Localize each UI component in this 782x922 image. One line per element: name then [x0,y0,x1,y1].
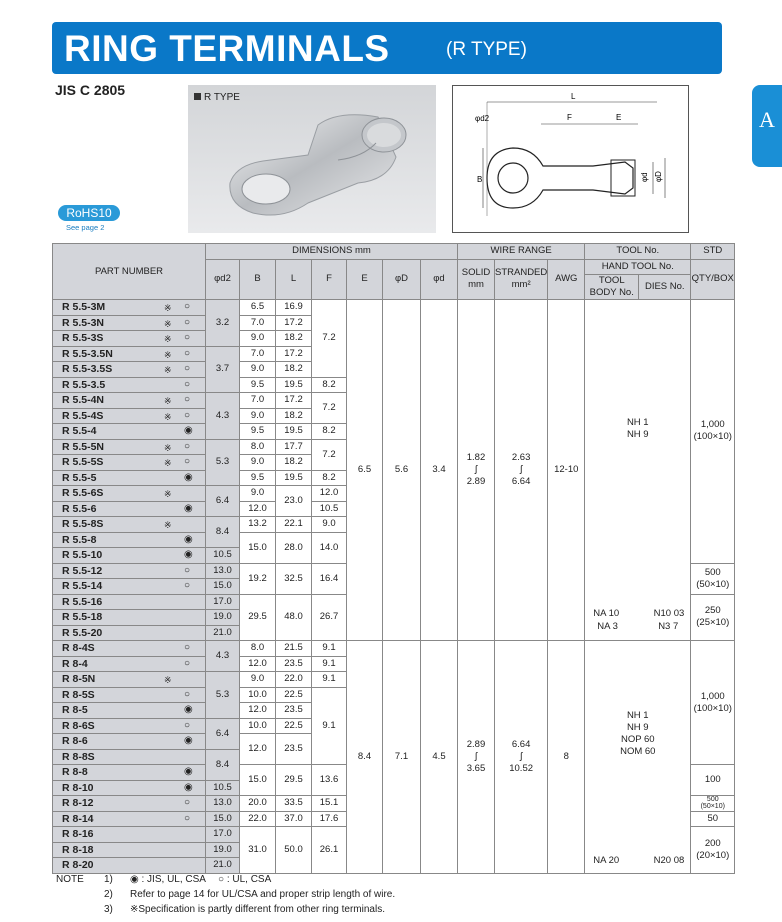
phiD-cell-group1: 5.6 [383,300,421,641]
part-number-cell [53,811,206,827]
cert-mark-icon: ○ [184,409,191,421]
part-number: R 5.5-14 [62,580,103,593]
b-cell: 9.5 [240,424,276,440]
header-phid: φd [421,259,458,300]
phid2-cell: 10.5 [206,780,240,796]
part-number: R 8-6S [62,719,95,732]
cert-mark-icon: ◉ [184,781,193,793]
l-cell: 17.2 [276,315,312,331]
part-number-cell [53,656,206,672]
header-b: B [240,259,276,300]
l-cell: 18.2 [276,331,312,347]
stranded-cell-group1: 2.63 ∫ 6.64 [495,300,548,641]
cert-mark-icon: ◉ [184,533,193,545]
cert-mark-icon: ○ [184,332,191,343]
l-cell: 19.5 [276,377,312,393]
stranded-cell-group2: 6.64 ∫ 10.52 [495,641,548,874]
b-cell: 10.0 [240,718,276,734]
part-number: R 5.5-10 [62,549,103,562]
b-cell: 8.0 [240,439,276,455]
f-cell: 7.2 [312,300,347,378]
f-cell: 26.1 [312,827,347,874]
header-qty-box: QTY/BOX [691,259,735,300]
phid2-cell: 21.0 [206,858,240,874]
part-number-cell [53,455,206,471]
dim-phiD-label: φD [654,171,663,182]
f-cell: 8.2 [312,377,347,393]
part-number: R 8-10 [62,781,94,794]
header-solid-label: SOLID [461,267,491,279]
part-number-cell [53,610,206,626]
l-cell: 32.5 [276,563,312,594]
qty-cell-group2e: 200 (20×10) [691,827,735,874]
l-cell: 17.2 [276,346,312,362]
header-stranded [495,259,548,300]
page-subtitle: (R TYPE) [446,39,527,60]
part-number: R 5.5-4 [62,425,97,438]
b-cell: 9.0 [240,672,276,688]
part-number: R 8-4 [62,657,88,670]
part-number-cell [53,703,206,719]
cert-mark-icon: ○ [184,812,191,824]
qty-cell-group2c: 500 (50×10) [691,796,735,812]
l-cell: 23.0 [276,486,312,517]
spec-note-mark: ※ [164,411,172,422]
phid2-cell: 15.0 [206,811,240,827]
cert-mark-icon: ○ [184,688,191,700]
header-phid2: φd2 [206,259,240,300]
part-number-cell [53,672,206,688]
part-number: R 8-18 [62,843,94,856]
part-number-cell [53,315,206,331]
qty-cell-group1c: 250 (25×10) [691,594,735,641]
cert-mark-icon: ◉ [184,549,193,560]
phiD-cell-group2: 7.1 [383,641,421,874]
table-row [53,641,735,657]
cert-mark-icon: ○ [184,456,191,467]
phid2-cell: 3.7 [206,346,240,393]
part-number: R 5.5-3M [62,301,106,314]
part-number-cell [53,718,206,734]
dim-B-label: B [477,175,483,184]
part-number: R 5.5-5N [62,440,105,453]
product-photo [188,85,436,233]
spec-note-mark: ※ [164,318,172,329]
b-cell: 8.0 [240,641,276,657]
l-cell: 22.5 [276,687,312,703]
l-cell: 50.0 [276,827,312,874]
cert-mark-icon: ◉ [184,735,193,746]
part-number-cell [53,331,206,347]
part-number: R 5.5-5 [62,471,97,484]
cert-mark-icon: ◉ [184,766,193,777]
spec-note-mark: ※ [164,458,172,468]
b-cell: 15.0 [240,765,276,796]
cert-mark-icon: ○ [184,363,191,374]
note-3-number: 3) [104,904,113,915]
l-cell: 18.2 [276,362,312,378]
header-awg: AWG [548,259,585,300]
b-cell: 9.0 [240,455,276,471]
part-number-cell [53,439,206,455]
part-number: R 8-5N [62,673,96,686]
spec-table [52,243,735,874]
note-3-text: ※Specification is partly different from other ring terminals. [130,904,385,915]
section-tab-label: A [759,107,775,132]
part-number-cell [53,858,206,874]
b-cell: 12.0 [240,734,276,765]
f-cell: 14.0 [312,532,347,563]
rohs-badge: RoHS10 [58,205,120,221]
b-cell: 12.0 [240,656,276,672]
part-number: R 5.5-3S [62,332,104,345]
l-cell: 17.7 [276,439,312,455]
l-cell: 21.5 [276,641,312,657]
b-cell: 9.0 [240,331,276,347]
b-cell: 9.5 [240,470,276,486]
b-cell: 13.2 [240,517,276,533]
part-number-cell [53,749,206,765]
cert-mark-icon: ○ [184,657,191,669]
header-wire-range: WIRE RANGE [458,244,585,260]
phid2-cell: 17.0 [206,594,240,610]
header-tool-body: TOOL BODY No. [585,275,639,300]
phid2-cell: 4.3 [206,393,240,440]
phid2-cell: 19.0 [206,610,240,626]
spec-note-mark: ※ [164,489,172,499]
note-2-text: Refer to page 14 for UL/CSA and proper strip length of wire. [130,889,396,900]
part-number-cell [53,625,206,641]
awg-cell-group1: 12-10 [548,300,585,641]
f-cell: 17.6 [312,811,347,827]
page-title: RING TERMINALS [64,28,390,69]
solid-cell-group2: 2.89 ∫ 3.65 [458,641,495,874]
phid-cell-group1: 3.4 [421,300,458,641]
part-number-cell [53,765,206,781]
qty-cell-group1: 1,000 (100×10) [691,300,735,564]
part-number-cell [53,594,206,610]
note-1-jis: ◉ : JIS, UL, CSA [130,874,206,885]
part-number-cell [53,532,206,548]
part-number-cell [53,734,206,750]
b-cell: 9.0 [240,408,276,424]
part-number-cell [53,501,206,517]
cert-mark-icon: ○ [184,580,191,591]
part-number: R 5.5-12 [62,564,103,577]
part-number: R 5.5-16 [62,595,103,608]
part-number: R 8-8 [62,766,88,779]
l-cell: 19.5 [276,424,312,440]
spec-note-mark: ※ [164,675,172,685]
part-number: R 5.5-18 [62,611,103,624]
spec-note-mark: ※ [164,365,172,375]
part-number: R 8-5S [62,688,95,701]
b-cell: 19.2 [240,563,276,594]
b-cell: 7.0 [240,346,276,362]
phid2-cell: 5.3 [206,439,240,486]
part-number: R 5.5-6S [62,487,104,500]
l-cell: 22.5 [276,718,312,734]
f-cell: 12.0 [312,486,347,502]
b-cell: 9.0 [240,486,276,502]
cert-mark-icon: ○ [184,797,191,808]
l-cell: 17.2 [276,393,312,409]
header-f: F [312,259,347,300]
part-number: R 5.5-3.5S [62,363,113,376]
see-page-link[interactable]: See page 2 [66,223,105,232]
b-cell: 7.0 [240,393,276,409]
dimension-drawing [452,85,689,233]
part-number-cell [53,563,206,579]
cert-mark-icon: ○ [184,642,191,653]
part-number: R 5.5-3N [62,316,105,329]
part-number-cell [53,470,206,486]
part-number-cell [53,486,206,502]
l-cell: 23.5 [276,656,312,672]
header-e: E [347,259,383,300]
terminal-outline-drawing [453,86,690,234]
dim-phid-label: φd [640,172,649,182]
header-l: L [276,259,312,300]
b-cell: 7.0 [240,315,276,331]
f-cell: 8.2 [312,424,347,440]
tool-cell-group1: NH 1 NH 9 NA 10 N10 03 NA 3 N3 7 [585,300,691,641]
l-cell: 19.5 [276,470,312,486]
section-tab[interactable] [752,85,782,167]
phid2-cell: 6.4 [206,718,240,749]
header-std: STD [691,244,735,260]
table-row [53,300,735,316]
phid2-cell: 6.4 [206,486,240,517]
header-solid-unit: mm [468,279,484,291]
part-number: R 5.5-8 [62,533,97,546]
awg-cell-group2: 8 [548,641,585,874]
cert-mark-icon: ○ [184,316,191,328]
b-cell: 6.5 [240,300,276,316]
notes-label: NOTE [56,874,84,885]
title-bar [52,22,722,74]
dim-E-label: E [616,113,622,122]
b-cell: 15.0 [240,532,276,563]
header-dimensions: DIMENSIONS mm [206,244,458,260]
b-cell: 9.0 [240,362,276,378]
phid2-cell: 17.0 [206,827,240,843]
header-dies: DIES No. [639,275,691,300]
part-number: R 8-20 [62,859,94,872]
part-number: R 5.5-4N [62,394,105,407]
part-number: R 5.5-6 [62,502,97,515]
spec-note-mark: ※ [164,334,172,344]
part-number: R 5.5-3.5 [62,378,106,391]
note-2-number: 2) [104,889,113,900]
f-cell: 9.0 [312,517,347,533]
dim-L-label: L [571,92,576,101]
e-cell-group1: 6.5 [347,300,383,641]
part-number: R 5.5-4S [62,409,104,422]
header-stranded-unit: mm² [511,279,531,291]
phid2-cell: 13.0 [206,563,240,579]
qty-cell-group2d: 50 [691,811,735,827]
part-number: R 5.5-8S [62,518,104,531]
b-cell: 22.0 [240,811,276,827]
b-cell: 10.0 [240,687,276,703]
qty-cell-group2b: 100 [691,765,735,796]
cert-mark-icon: ○ [184,301,191,312]
part-number: R 8-16 [62,828,94,841]
part-number-cell [53,424,206,440]
b-cell: 29.5 [240,594,276,641]
part-number-cell [53,842,206,858]
cert-mark-icon: ○ [184,719,191,731]
cert-mark-icon: ○ [184,440,191,452]
photo-label-text: R TYPE [204,92,240,103]
f-cell: 16.4 [312,563,347,594]
l-cell: 22.0 [276,672,312,688]
f-cell: 15.1 [312,796,347,812]
phid2-cell: 4.3 [206,641,240,672]
spec-note-mark: ※ [164,303,172,313]
part-number-cell [53,408,206,424]
part-number-cell [53,687,206,703]
f-cell: 7.2 [312,393,347,424]
cert-mark-icon: ○ [184,347,191,359]
l-cell: 37.0 [276,811,312,827]
part-number: R 8-6 [62,735,88,748]
b-cell: 9.5 [240,377,276,393]
phid2-cell: 19.0 [206,842,240,858]
part-number-cell [53,641,206,657]
part-number: R 8-5 [62,704,88,717]
f-cell: 13.6 [312,765,347,796]
phid2-cell: 3.2 [206,300,240,347]
solid-cell-group1: 1.82 ∫ 2.89 [458,300,495,641]
tool-cell-group2: NH 1 NH 9 NOP 60 NOM 60 NA 20 N20 08 [585,641,691,874]
f-cell: 9.1 [312,656,347,672]
f-cell: 9.1 [312,687,347,765]
b-cell: 20.0 [240,796,276,812]
phid2-cell: 8.4 [206,749,240,780]
part-number-cell [53,377,206,393]
phid2-cell: 15.0 [206,579,240,595]
f-cell: 10.5 [312,501,347,517]
b-cell: 31.0 [240,827,276,874]
phid2-cell: 13.0 [206,796,240,812]
header-phiD: φD [383,259,421,300]
l-cell: 18.2 [276,455,312,471]
spec-note-mark: ※ [164,396,172,406]
l-cell: 23.5 [276,703,312,719]
cert-mark-icon: ◉ [184,471,193,483]
cert-mark-icon: ○ [184,394,191,405]
header-part-number: PART NUMBER [53,244,206,300]
cert-mark-icon: ○ [184,378,191,390]
f-cell: 9.1 [312,641,347,657]
header-tool-no: TOOL No. [585,244,691,260]
part-number-cell [53,393,206,409]
part-number: R 8-8S [62,750,95,763]
spec-note-mark: ※ [164,442,172,453]
phid2-cell: 5.3 [206,672,240,719]
phid-cell-group2: 4.5 [421,641,458,874]
cert-mark-icon: ○ [184,564,191,576]
part-number-cell [53,796,206,812]
note-1-number: 1) [104,874,113,885]
phid2-cell: 21.0 [206,625,240,641]
f-cell: 8.2 [312,470,347,486]
part-number-cell [53,300,206,316]
cert-mark-icon: ◉ [184,425,193,436]
f-cell: 26.7 [312,594,347,641]
spec-note-mark: ※ [164,520,172,530]
spec-note-mark: ※ [164,349,172,360]
part-number: R 8-12 [62,797,94,810]
dim-F-label: F [567,113,572,122]
l-cell: 18.2 [276,408,312,424]
part-number-cell [53,517,206,533]
standard-label: JIS C 2805 [55,82,126,98]
l-cell: 16.9 [276,300,312,316]
cert-mark-icon: ◉ [184,502,193,514]
l-cell: 29.5 [276,765,312,796]
l-cell: 28.0 [276,532,312,563]
part-number-cell [53,346,206,362]
part-number-cell [53,827,206,843]
header-stranded-label: STRANDED [495,267,548,279]
l-cell: 22.1 [276,517,312,533]
part-number-cell [53,579,206,595]
note-1-ul: ○ : UL, CSA [218,874,272,885]
qty-cell-group1b: 500 (50×10) [691,563,735,594]
f-cell: 7.2 [312,439,347,470]
part-number: R 5.5-5S [62,456,104,469]
cert-mark-icon: ◉ [184,704,193,715]
l-cell: 23.5 [276,734,312,765]
dim-phid2-label: φd2 [475,114,490,123]
phid2-cell: 10.5 [206,548,240,564]
part-number: R 5.5-20 [62,626,103,639]
part-number-cell [53,548,206,564]
l-cell: 33.5 [276,796,312,812]
ring-terminal-image [188,85,436,233]
header-hand-tool: HAND TOOL No. [585,259,691,275]
l-cell: 48.0 [276,594,312,641]
part-number-cell [53,780,206,796]
phid2-cell: 8.4 [206,517,240,548]
part-number: R 8-14 [62,812,94,825]
header-solid [458,259,495,300]
b-cell: 12.0 [240,703,276,719]
e-cell-group2: 8.4 [347,641,383,874]
part-number-cell [53,362,206,378]
part-number: R 5.5-3.5N [62,347,113,360]
part-number: R 8-4S [62,642,95,655]
b-cell: 12.0 [240,501,276,517]
f-cell: 9.1 [312,672,347,688]
qty-cell-group2: 1,000 (100×10) [691,641,735,765]
